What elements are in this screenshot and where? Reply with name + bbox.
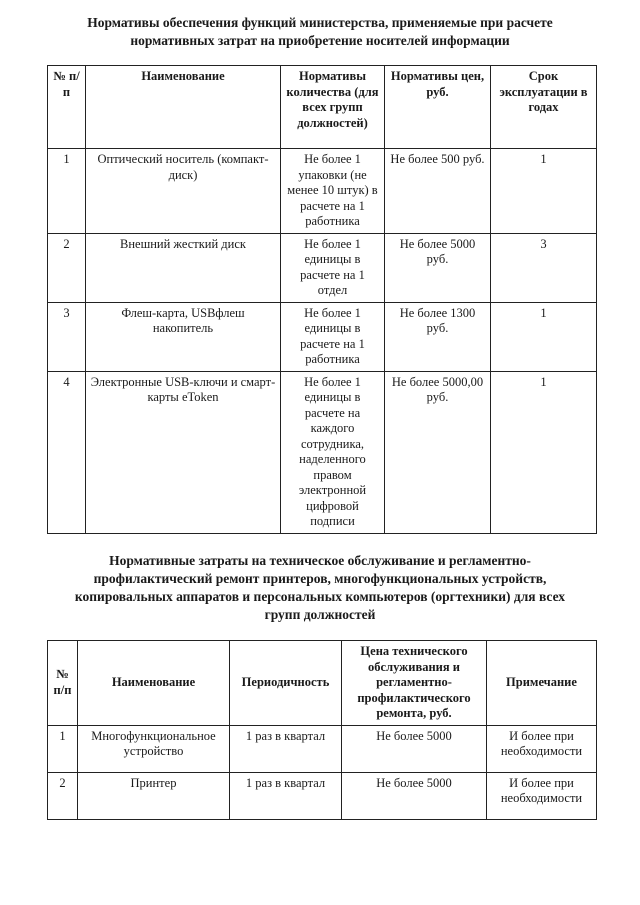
cell-name: Оптический носитель (компакт-диск) [86,149,281,234]
cell-price: Не более 500 руб. [385,149,491,234]
cell-note: И более при необходимости [487,725,597,772]
cell-note: И более при необходимости [487,772,597,819]
table-header-row [48,641,597,726]
normatives-media-table [47,65,597,534]
table-row [48,233,597,302]
cell-quantity: Не более 1 единицы в расчете на каждого сотрудника, наделенного правом электронной цифровой подписи [281,371,385,533]
header-lifetime: Срок эксплуатации в годах [491,66,597,149]
header-name: Наименование [86,66,281,149]
cell-number: 4 [48,371,86,533]
table-row [48,772,597,819]
header-price: Нормативы цен, руб. [385,66,491,149]
cell-price: Не более 5000,00 руб. [385,371,491,533]
cell-name: Многофункциональное устройство [78,725,230,772]
table-row [48,302,597,371]
table-row [48,149,597,234]
cell-number: 2 [48,772,78,819]
header-maintenance-price: Цена технического обслуживания и регламентно-профилактического ремонта, руб. [342,641,487,726]
header-number: № п/п [48,641,78,726]
cell-quantity: Не более 1 единицы в расчете на 1 отдел [281,233,385,302]
cell-name: Принтер [78,772,230,819]
cell-number: 1 [48,725,78,772]
cell-number: 2 [48,233,86,302]
cell-number: 1 [48,149,86,234]
cell-price: Не более 5000 руб. [385,233,491,302]
cell-quantity: Не более 1 единицы в расчете на 1 работника [281,302,385,371]
cell-quantity: Не более 1 упаковки (не менее 10 штук) в расчете на 1 работника [281,149,385,234]
table-row [48,371,597,533]
cell-name: Флеш-карта, USBфлеш накопитель [86,302,281,371]
cell-maintenance-price: Не более 5000 [342,725,487,772]
header-quantity: Нормативы количества (для всех групп должностей) [281,66,385,149]
header-periodicity: Периодичность [230,641,342,726]
table-row [48,725,597,772]
cell-name: Электронные USB-ключи и смарт-карты eToken [86,371,281,533]
cell-lifetime: 1 [491,371,597,533]
table2-title: Нормативные затраты на техническое обслуживание и регламентно-профилактический ремонт принтеров, многофункциональных устройств, копировальных аппаратов и персональных компьютеров (оргтехники) для всех групп должностей [74,553,566,622]
cell-price: Не более 1300 руб. [385,302,491,371]
cell-periodicity: 1 раз в квартал [230,772,342,819]
cell-lifetime: 3 [491,233,597,302]
table-header-row [48,66,597,149]
cell-maintenance-price: Не более 5000 [342,772,487,819]
header-name: Наименование [78,641,230,726]
cell-number: 3 [48,302,86,371]
cell-periodicity: 1 раз в квартал [230,725,342,772]
cell-lifetime: 1 [491,302,597,371]
maintenance-table [47,640,597,820]
cell-lifetime: 1 [491,149,597,234]
table1-title: Нормативы обеспечения функций министерства, применяемые при расчете нормативных затрат на приобретение носителей информации [87,15,553,48]
header-number: № п/п [48,66,86,149]
cell-name: Внешний жесткий диск [86,233,281,302]
header-note: Примечание [487,641,597,726]
